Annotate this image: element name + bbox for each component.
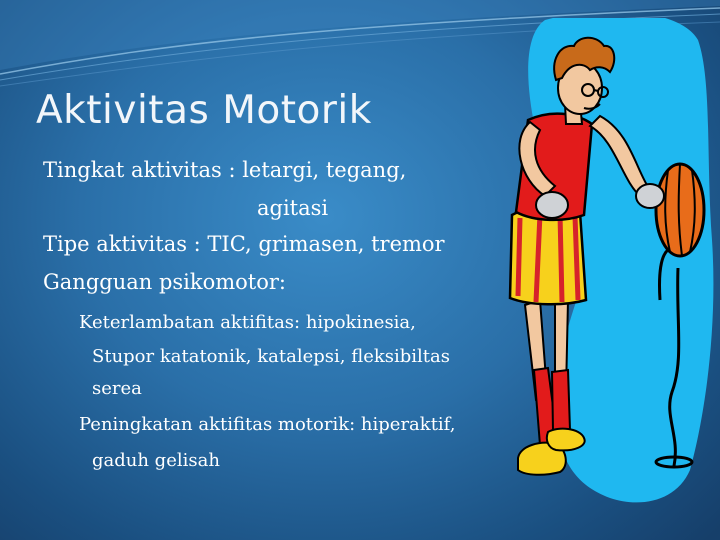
sub-bullet-continuation: serea <box>92 378 142 399</box>
sub-bullet-continuation: gaduh gelisah <box>92 450 220 471</box>
bullet-continuation: agitasi <box>257 196 329 220</box>
bullet-text: Tipe aktivitas : TIC, grimasen, tremor <box>43 232 445 256</box>
bullet-item <box>40 158 406 182</box>
sub-bullet-item <box>76 312 416 333</box>
sub-bullet-item <box>76 414 455 435</box>
bullet-text: Gangguan psikomotor: <box>43 270 287 294</box>
sub-bullet-text: Keterlambatan aktifitas: hipokinesia, <box>79 312 416 333</box>
sub-bullet-continuation: Stupor katatonik, katalepsi, fleksibiltas <box>92 346 450 367</box>
sub-bullet-text: Peningkatan aktifitas motorik: hiperaktif, <box>79 414 456 435</box>
bullet-item <box>40 232 445 256</box>
bullet-text: Tingkat aktivitas : letargi, tegang, <box>43 158 407 182</box>
slide-title: Aktivitas Motorik <box>36 88 372 133</box>
bullet-item <box>40 270 286 294</box>
